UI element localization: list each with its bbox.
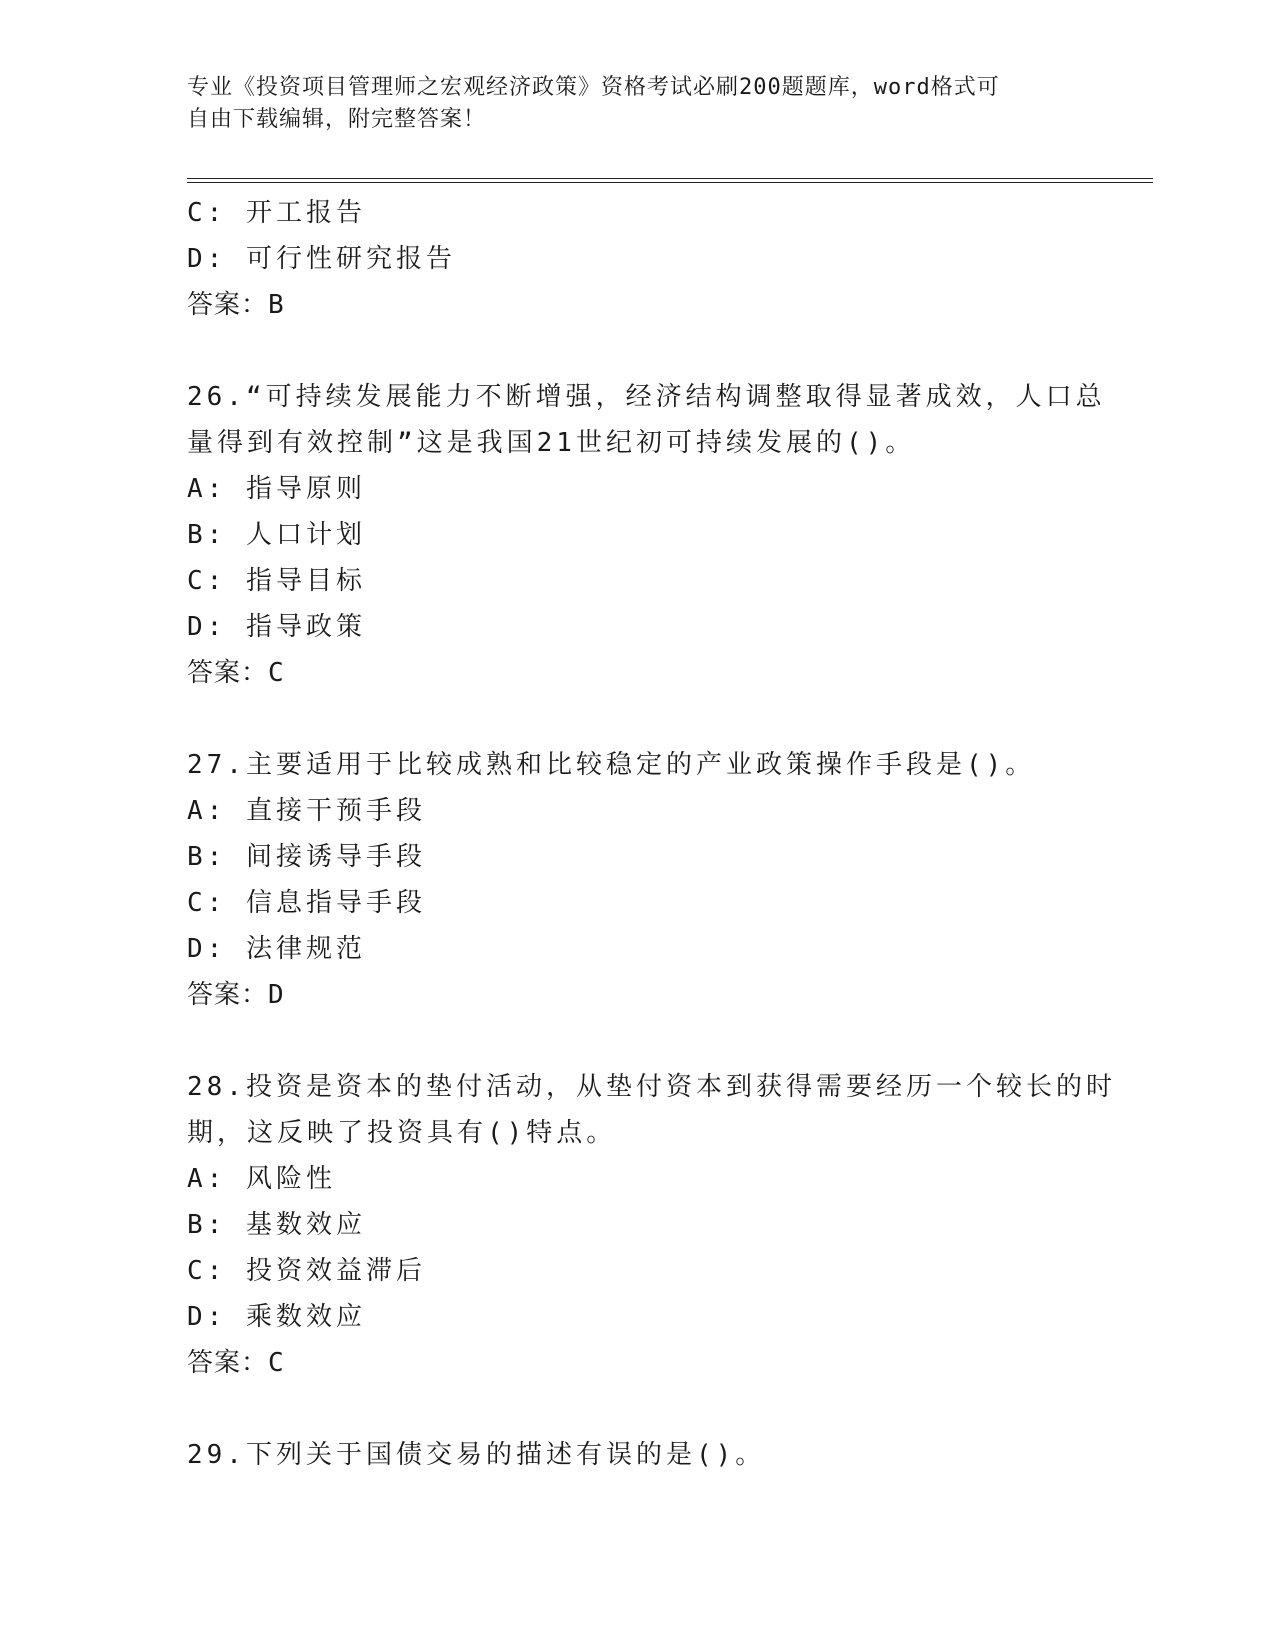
- question-28-option-c: C: 投资效益滞后: [187, 1256, 426, 1286]
- question-26-answer: 答案：C: [187, 658, 285, 688]
- question-29-line-1: 29.下列关于国债交易的描述有误的是()。: [187, 1440, 766, 1470]
- question-28-option-b: B: 基数效应: [187, 1210, 366, 1240]
- question-27-option-d: D: 法律规范: [187, 934, 366, 964]
- question-26-line-2: 量得到有效控制”这是我国21世纪初可持续发展的()。: [187, 428, 916, 458]
- question-26: [187, 374, 1106, 696]
- header-rule-bottom: [187, 182, 1153, 183]
- question-27-line-1: 27.主要适用于比较成熟和比较稳定的产业政策操作手段是()。: [187, 750, 1036, 780]
- question-27: [187, 742, 1087, 1018]
- question-28-line-1: 28.投资是资本的垫付活动，从垫付资本到获得需要经历一个较长的时: [187, 1072, 1116, 1102]
- question-27-option-c: C: 信息指导手段: [187, 888, 426, 918]
- prev-option-d: D: 可行性研究报告: [187, 244, 456, 274]
- question-26-line-1: 26.“可持续发展能力不断增强，经济结构调整取得显著成效，人口总: [187, 382, 1106, 412]
- question-28-line-2: 期，这反映了投资具有()特点。: [187, 1118, 617, 1148]
- question-26-option-b: B: 人口计划: [187, 520, 366, 550]
- question-28: [187, 1064, 1116, 1386]
- question-content: [187, 190, 1116, 1478]
- prev-answer: 答案：B: [187, 290, 285, 320]
- question-26-option-c: C: 指导目标: [187, 566, 366, 596]
- prev-option-c: C: 开工报告: [187, 198, 366, 228]
- question-26-option-a: A: 指导原则: [187, 474, 366, 504]
- question-28-option-a: A: 风险性: [187, 1164, 336, 1194]
- header-line-2: 自由下载编辑，附完整答案！: [187, 107, 487, 132]
- header-rule-top: [187, 178, 1153, 179]
- question-29: [187, 1432, 1087, 1478]
- question-27-option-b: B: 间接诱导手段: [187, 842, 426, 872]
- question-28-answer: 答案：C: [187, 1348, 285, 1378]
- page-header: [187, 72, 1067, 136]
- question-28-option-d: D: 乘数效应: [187, 1302, 366, 1332]
- header-line-1: 专业《投资项目管理师之宏观经济政策》资格考试必刷200题题库，word格式可: [187, 75, 1000, 100]
- question-27-option-a: A: 直接干预手段: [187, 796, 426, 826]
- question-27-answer: 答案：D: [187, 980, 285, 1010]
- question-26-option-d: D: 指导政策: [187, 612, 366, 642]
